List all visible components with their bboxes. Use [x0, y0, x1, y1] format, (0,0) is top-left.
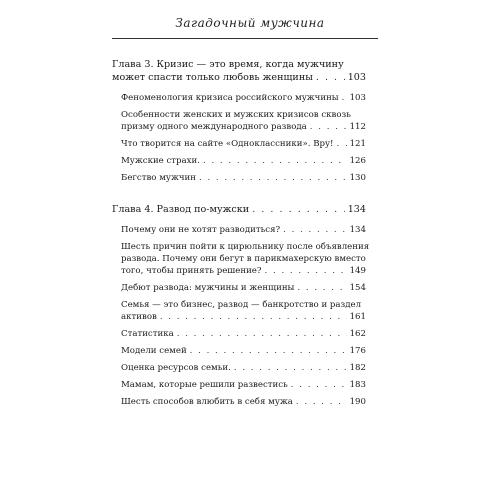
page-number: 134: [347, 204, 366, 215]
dot-leader: [296, 396, 347, 408]
dot-leader: [160, 311, 347, 323]
entry-title-text: Что творится на сайте «Одноклассники». Вру!: [121, 139, 334, 149]
entry-title-text: того, чтобы принять решение?: [121, 266, 262, 276]
entry-title-text: Мамам, которые решили развестись: [121, 380, 288, 390]
page-number: 190: [349, 397, 366, 407]
toc-line: [121, 155, 366, 167]
toc-line: [121, 282, 366, 294]
toc-line: [121, 92, 366, 104]
entry-title-text: Шесть причин пойти к цирюльнику после объявления: [121, 242, 370, 252]
toc-entry: [112, 241, 370, 277]
toc-line: [121, 253, 366, 265]
toc-line: [121, 299, 366, 311]
entry-title-text: Статистика: [121, 329, 174, 339]
dot-leader: [291, 379, 347, 391]
toc-entry: [112, 155, 366, 167]
dot-leader: [316, 71, 345, 84]
dot-leader: [283, 224, 346, 236]
entry-title-text: Феноменология кризиса российского мужчины: [121, 93, 339, 103]
toc-entry: [112, 328, 366, 340]
entry-title-text: Модели семей: [121, 346, 187, 356]
entry-title-text: Дебют развода: мужчины и женщины: [121, 283, 295, 293]
page-number: 162: [349, 329, 366, 339]
toc-entry: [112, 396, 366, 408]
page-number: 161: [349, 312, 366, 322]
entry-title-text: Мужские страхи.: [121, 156, 200, 166]
toc-line: [121, 328, 366, 340]
page-number: 130: [349, 173, 366, 183]
toc-entry: [112, 282, 366, 294]
toc-line: [112, 71, 366, 84]
page-number: 183: [349, 380, 366, 390]
toc-line: [121, 362, 366, 374]
dot-leader: [337, 138, 347, 150]
chapter-title-text: Глава 3. Кризис — это время, когда мужчину: [112, 59, 344, 70]
dot-leader: [190, 345, 347, 357]
entry-title-text: Шесть способов влюбить в себя мужа: [121, 397, 293, 407]
entry-title-text: призму одного международного развода: [121, 122, 307, 132]
toc-chapter: [112, 58, 366, 184]
dot-leader: [199, 172, 347, 184]
toc-entry: [112, 172, 366, 184]
chapter-title-text: Глава 4. Развод по-мужски: [112, 204, 250, 215]
page-number: 154: [349, 283, 366, 293]
entry-title-text: развода. Почему они бегут в парикмахерскую вместо: [121, 254, 366, 264]
dot-leader: [203, 155, 347, 167]
dot-leader: [252, 203, 344, 216]
toc-entry: [112, 379, 366, 391]
running-head: Загадочный мужчина: [175, 16, 325, 30]
dot-leader: [297, 282, 346, 294]
dot-leader: [265, 265, 347, 277]
page-number: 121: [349, 139, 366, 149]
toc-line: [121, 138, 366, 150]
toc-line: [121, 265, 366, 277]
entry-title-text: Семья — это бизнес, развод — банкротство и раздел: [121, 300, 362, 310]
toc-entry: [112, 92, 366, 104]
page-number: 103: [347, 72, 366, 83]
toc-line: [121, 109, 366, 121]
toc-line: [112, 203, 366, 216]
toc-chapter-heading: [112, 58, 366, 84]
toc-entry: [112, 362, 366, 374]
toc-line: [121, 311, 366, 323]
toc-line: [121, 241, 370, 253]
toc-chapter: [112, 203, 370, 408]
toc-entry: [112, 224, 366, 236]
toc-entry: [112, 138, 366, 150]
page-number: 112: [349, 122, 366, 132]
toc-entry: [112, 109, 366, 133]
page-number: 134: [349, 225, 366, 235]
dot-leader: [234, 362, 347, 374]
chapter-title-text: может спасти только любовь женщины: [112, 72, 313, 83]
toc-line: [121, 396, 366, 408]
page-number: 182: [349, 363, 366, 373]
toc-line: [121, 172, 366, 184]
entry-title-text: Бегство мужчин: [121, 173, 196, 183]
toc-line: [121, 379, 366, 391]
dot-leader: [177, 328, 347, 340]
toc-chapter-heading: [112, 203, 366, 216]
toc-line: [112, 58, 366, 71]
page-number: 103: [349, 93, 366, 103]
toc-entry: [112, 345, 366, 357]
toc-line: [121, 224, 366, 236]
dot-leader: [310, 121, 347, 133]
entry-title-text: активов: [121, 312, 157, 322]
table-of-contents: [112, 58, 370, 427]
page-number: 126: [349, 156, 366, 166]
toc-line: [121, 121, 366, 133]
page-number: 176: [349, 346, 366, 356]
entry-title-text: Почему они не хотят разводиться?: [121, 225, 281, 235]
header-rule: [112, 38, 378, 39]
entry-title-text: Оценка ресурсов семьи.: [121, 363, 231, 373]
entry-title-text: Особенности женских и мужских кризисов сквозь: [121, 110, 351, 120]
dot-leader: [342, 92, 347, 104]
toc-entry: [112, 299, 366, 323]
page-number: 149: [349, 266, 366, 276]
toc-line: [121, 345, 366, 357]
